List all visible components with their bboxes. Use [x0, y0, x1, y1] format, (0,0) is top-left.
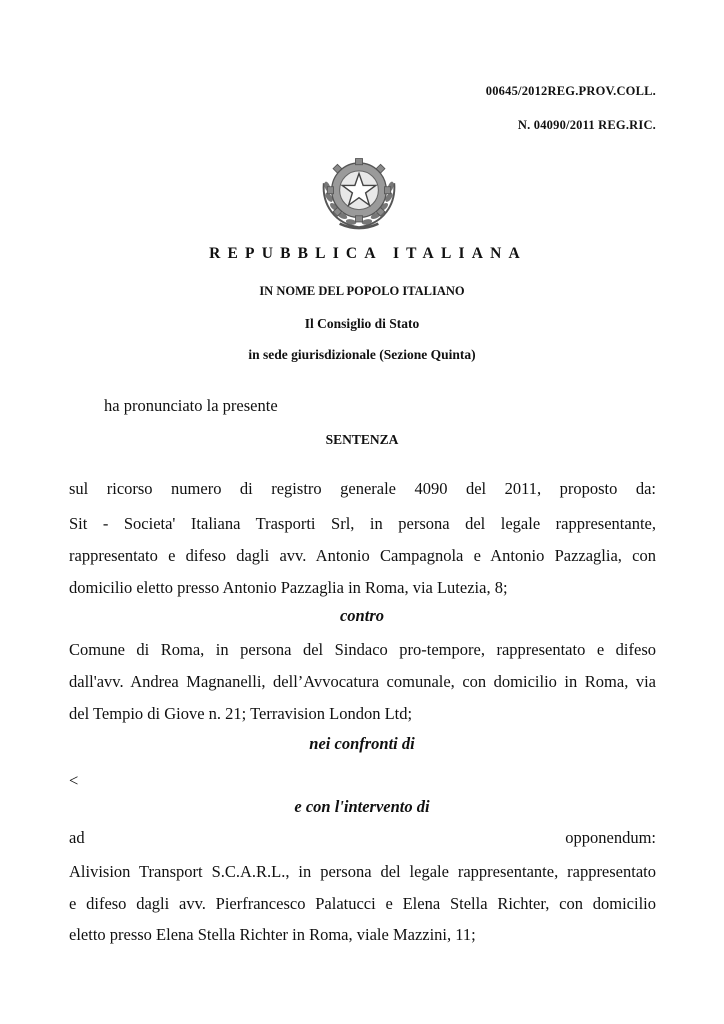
intervento-line: Alivision Transport S.C.A.R.L., in persona del legale rappresentante, rappresentato [69, 862, 656, 881]
intervento-line: eletto presso Elena Stella Richter in Roma, viale Mazzini, 11; [69, 925, 476, 944]
intro-text: ha pronunciato la presente [104, 396, 278, 415]
ricorso-line: sul ricorso numero di registro generale 4090 del 2011, proposto da: [69, 479, 656, 498]
contro-line: dall'avv. Andrea Magnanelli, dell’Avvocatura comunale, con domicilio in Roma, via [69, 672, 656, 691]
sentenza-heading: SENTENZA [325, 432, 399, 447]
court-name: Il Consiglio di Stato [304, 316, 420, 331]
intervento-heading: e con l'intervento di [294, 797, 430, 816]
contro-line: Comune di Roma, in persona del Sindaco pro-tempore, rappresentato e difeso [69, 640, 656, 659]
reference-reg-ric: N. 04090/2011 REG.RIC. [517, 118, 656, 132]
italian-republic-emblem-icon [315, 148, 403, 236]
reference-prov-coll: 00645/2012REG.PROV.COLL. [485, 84, 656, 98]
ricorso-line: domicilio eletto presso Antonio Pazzaglia in Roma, via Lutezia, 8; [69, 578, 508, 597]
contro-heading: contro [339, 606, 384, 625]
lt-symbol: < [69, 771, 79, 790]
in-nome-heading: IN NOME DEL POPOLO ITALIANO [259, 284, 465, 298]
opponendum-text: opponendum: [565, 828, 656, 847]
contro-line: del Tempio di Giove n. 21; Terravision London Ltd; [69, 704, 413, 723]
intervento-line: e difeso dagli avv. Pierfrancesco Palatucci e Elena Stella Richter, con domicilio [69, 894, 656, 913]
ricorso-line: Sit - Societa' Italiana Trasporti Srl, in persona del legale rappresentante, [69, 514, 656, 533]
republic-heading: REPUBBLICA ITALIANA [209, 245, 527, 262]
court-section: in sede giurisdizionale (Sezione Quinta) [248, 347, 476, 362]
ad-text: ad [69, 828, 85, 847]
ricorso-line: rappresentato e difeso dagli avv. Antonio Campagnola e Antonio Pazzaglia, con [69, 546, 656, 565]
nei-confronti-heading: nei confronti di [309, 734, 415, 753]
